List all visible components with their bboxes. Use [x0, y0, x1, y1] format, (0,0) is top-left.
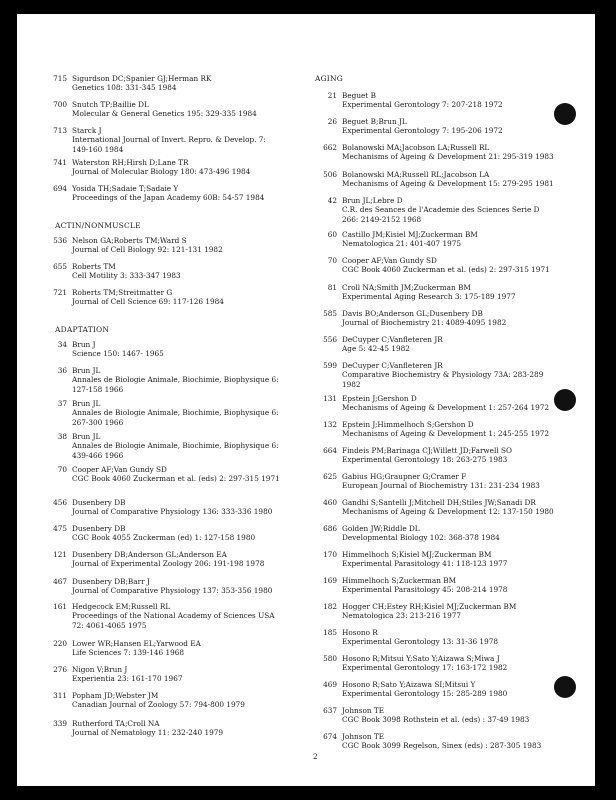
- reference-entry: [295, 550, 507, 569]
- reference-entry: [25, 465, 280, 484]
- punch-hole: [554, 389, 576, 411]
- reference-text: [342, 498, 554, 517]
- reference-citation: Nematologica 23: 213-216 1977: [342, 611, 462, 621]
- reference-text: [72, 288, 224, 307]
- reference-citation: Life Sciences 7: 139-146 1968: [72, 648, 185, 658]
- reference-citation: Mechanisms of Ageing & Development 1: 245-255 1972: [342, 429, 550, 439]
- reference-citation: European Journal of Biochemistry 131: 231-234 1983: [342, 481, 540, 491]
- reference-citation: International Journal of Invert. Repro. & Develop. 7:: [72, 135, 266, 145]
- reference-citation: Mechanisms of Ageing & Development 15: 279-295 1981: [342, 179, 554, 189]
- reference-number: 339: [53, 719, 67, 728]
- reference-number: 132: [323, 420, 337, 429]
- reference-citation: Journal of Molecular Biology 180: 473-496 1984: [72, 167, 251, 177]
- reference-number: 34: [57, 340, 67, 349]
- reference-authors: Brun JL: [72, 432, 101, 441]
- reference-entry: [25, 550, 264, 569]
- reference-citation: Canadian Journal of Zoology 57: 794-800 1979: [72, 700, 245, 710]
- reference-authors: Snutch TP;Baillie DL: [72, 100, 149, 109]
- reference-number: 311: [53, 691, 67, 700]
- reference-citation: Journal of Biochemistry 21: 4089-4095 1982: [342, 318, 507, 328]
- reference-entry: [295, 576, 507, 595]
- reference-citation: 266: 2149-2152 1968: [342, 214, 422, 224]
- reference-entry: [25, 498, 272, 517]
- reference-text: [342, 472, 540, 491]
- reference-entry: [25, 262, 181, 281]
- reference-citation: Annales de Biologie Animale, Biochimie, Biophysique 6:: [72, 408, 279, 418]
- reference-authors: Brun JL;Lebre D: [342, 196, 403, 205]
- reference-text: [342, 446, 512, 465]
- reference-number: 625: [323, 472, 337, 481]
- reference-text: [342, 680, 507, 699]
- reference-text: [342, 602, 516, 621]
- reference-authors: Hosono R;Sato Y;Aizawa SI;Mitsui Y: [342, 680, 476, 689]
- reference-entry: [25, 665, 182, 684]
- reference-authors: Johnson TE: [342, 706, 385, 715]
- reference-citation: 1982: [342, 379, 361, 389]
- reference-text: [342, 196, 540, 224]
- reference-entry: [25, 691, 245, 710]
- reference-text: [72, 665, 182, 684]
- reference-authors: Popham JD;Webster JM: [72, 691, 159, 700]
- reference-text: [72, 465, 280, 484]
- reference-entry: [295, 309, 506, 328]
- reference-number: 42: [327, 196, 337, 205]
- reference-authors: Dusenbery DB;Barr J: [72, 577, 150, 586]
- reference-text: [342, 283, 516, 302]
- reference-number: 536: [53, 236, 67, 245]
- reference-entry: [295, 335, 443, 354]
- reference-entry: [25, 639, 201, 658]
- reference-text: [72, 74, 211, 93]
- reference-text: [342, 550, 507, 569]
- reference-entry: [295, 602, 516, 621]
- reference-authors: Rutherford TA;Croll NA: [72, 719, 160, 728]
- reference-text: [72, 100, 257, 119]
- reference-number: 686: [323, 524, 337, 533]
- reference-authors: Epstein J;Gershon D: [342, 394, 417, 403]
- reference-citation: Experimental Gerontology 17: 163-172 1982: [342, 663, 508, 673]
- reference-entry: [295, 498, 554, 517]
- reference-entry: [25, 524, 255, 543]
- reference-authors: Lower WR;Hansen EL;Yarwood EA: [72, 639, 201, 648]
- reference-number: 585: [323, 309, 337, 318]
- reference-number: 182: [323, 602, 337, 611]
- reference-citation: Annales de Biologie Animale, Biochimie, Biophysique 6:: [72, 375, 279, 385]
- reference-text: [342, 628, 498, 647]
- reference-entry: [25, 602, 275, 630]
- document-page: [17, 14, 595, 786]
- reference-number: 741: [53, 158, 67, 167]
- reference-text: [72, 639, 201, 658]
- reference-authors: Roberts TM;Streitmatter G: [72, 288, 173, 297]
- page-number: 2: [313, 752, 318, 761]
- reference-authors: Nigon V;Brun J: [72, 665, 128, 674]
- reference-entry: [295, 91, 503, 110]
- reference-text: [342, 654, 507, 673]
- reference-authors: Hosono R;Mitsui Y;Sato Y;Aizawa S;Miwa J: [342, 654, 500, 663]
- reference-number: 81: [327, 283, 337, 292]
- reference-citation: Cell Motility 3: 333-347 1983: [72, 271, 181, 281]
- reference-authors: Brun JL: [72, 366, 101, 375]
- reference-text: [72, 432, 279, 460]
- reference-entry: [295, 732, 541, 751]
- reference-authors: Gabius HG;Graupner G;Cramer F: [342, 472, 467, 481]
- reference-number: 721: [53, 288, 67, 297]
- reference-authors: Hogger CH;Estey RH;Kisiel MJ;Zuckerman BM: [342, 602, 517, 611]
- reference-entry: [25, 100, 257, 119]
- reference-citation: Molecular & General Genetics 195: 329-335 1984: [72, 109, 257, 119]
- reference-text: [342, 524, 500, 543]
- reference-number: 460: [323, 498, 337, 507]
- reference-entry: [295, 472, 540, 491]
- reference-entry: [25, 126, 266, 154]
- reference-citation: 149-160 1984: [72, 144, 124, 154]
- reference-text: [342, 256, 550, 275]
- reference-citation: Mechanisms of Ageing & Development 21: 295-319 1983: [342, 152, 554, 162]
- reference-number: 694: [53, 184, 67, 193]
- reference-number: 467: [53, 577, 67, 586]
- reference-entry: [295, 654, 507, 673]
- reference-entry: [295, 394, 549, 413]
- reference-citation: CGC Book 3098 Rothstein et al. (eds) : 37-49 1983: [342, 715, 530, 725]
- reference-authors: Roberts TM: [72, 262, 116, 271]
- reference-text: [72, 262, 181, 281]
- reference-text: [342, 361, 543, 389]
- reference-authors: Himmelhoch S;Zuckerman BM: [342, 576, 457, 585]
- reference-authors: Yosida TH;Sadaie T;Sadaie Y: [72, 184, 179, 193]
- reference-number: 637: [323, 706, 337, 715]
- reference-authors: Dusenbery DB: [72, 524, 126, 533]
- reference-number: 131: [323, 394, 337, 403]
- reference-number: 456: [53, 498, 67, 507]
- reference-citation: Experimental Gerontology 13: 31-36 1978: [342, 637, 499, 647]
- reference-authors: Beguet B;Brun JL: [342, 117, 407, 126]
- reference-authors: Castillo JM;Kisiel MJ;Zuckerman BM: [342, 230, 478, 239]
- reference-citation: Experimental Gerontology 15: 285-289 1980: [342, 689, 508, 699]
- reference-citation: Journal of Nematology 11: 232-240 1979: [72, 728, 224, 738]
- reference-authors: Davis BO;Anderson GL;Dusenbery DB: [342, 309, 483, 318]
- reference-text: [342, 420, 549, 439]
- reference-number: 655: [53, 262, 67, 271]
- reference-number: 169: [323, 576, 337, 585]
- reference-authors: Beguet B: [342, 91, 376, 100]
- reference-text: [72, 184, 264, 203]
- reference-text: [72, 366, 279, 394]
- reference-authors: Waterston RH;Hirsh D;Lane TR: [72, 158, 189, 167]
- reference-entry: [295, 361, 543, 389]
- reference-text: [72, 158, 250, 177]
- reference-number: 220: [53, 639, 67, 648]
- reference-text: [342, 706, 529, 725]
- reference-number: 599: [323, 361, 337, 370]
- reference-number: 506: [323, 170, 337, 179]
- reference-text: [72, 602, 275, 630]
- reference-citation: Experientia 23: 161-170 1967: [72, 674, 183, 684]
- reference-number: 715: [53, 74, 67, 83]
- punch-hole: [554, 103, 576, 125]
- reference-authors: Dusenbery DB: [72, 498, 126, 507]
- reference-citation: Journal of Comparative Physiology 137: 353-356 1980: [72, 586, 273, 596]
- reference-number: 121: [53, 550, 67, 559]
- reference-text: [342, 91, 503, 110]
- reference-number: 713: [53, 126, 67, 135]
- reference-number: 60: [327, 230, 337, 239]
- reference-text: [342, 170, 554, 189]
- reference-authors: Himmelhoch S;Kisiel MJ;Zuckerman BM: [342, 550, 492, 559]
- reference-authors: Dusenbery DB;Anderson GL;Anderson EA: [72, 550, 227, 559]
- reference-citation: 267-300 1966: [72, 417, 124, 427]
- reference-authors: Bolanowski MA;Jacobson LA;Russell RL: [342, 143, 490, 152]
- reference-citation: 127-158 1966: [72, 384, 124, 394]
- reference-authors: Gandhi S;Santelli J;Mitchell DH;Stiles JW;Sanadi DR: [342, 498, 536, 507]
- reference-citation: Journal of Comparative Physiology 136: 333-336 1980: [72, 507, 273, 517]
- reference-entry: [25, 340, 164, 359]
- reference-number: 70: [57, 465, 67, 474]
- reference-text: [72, 550, 264, 569]
- reference-authors: Cooper AF;Van Gundy SD: [342, 256, 437, 265]
- reference-authors: Johnson TE: [342, 732, 385, 741]
- reference-entry: [295, 256, 550, 275]
- reference-authors: Croll NA;Smith JM;Zuckerman BM: [342, 283, 471, 292]
- reference-text: [72, 524, 255, 543]
- reference-number: 276: [53, 665, 67, 674]
- reference-citation: Mechanisms of Ageing & Development 1: 257-264 1972: [342, 403, 550, 413]
- reference-text: [72, 399, 279, 427]
- reference-number: 26: [327, 117, 337, 126]
- reference-entry: [25, 399, 279, 427]
- reference-authors: Nelson GA;Roberts TM;Ward S: [72, 236, 187, 245]
- reference-entry: [25, 184, 264, 203]
- reference-citation: Journal of Cell Science 69: 117-126 1984: [72, 297, 224, 307]
- reference-citation: Comparative Biochemistry & Physiology 73A: 283-289: [342, 370, 544, 380]
- reference-text: [72, 340, 164, 359]
- reference-entry: [295, 196, 540, 224]
- reference-entry: [25, 236, 223, 255]
- reference-citation: 439-466 1966: [72, 450, 124, 460]
- reference-citation: 72: 4061-4065 1975: [72, 620, 147, 630]
- reference-authors: Hedgecock EM;Russell RL: [72, 602, 171, 611]
- reference-citation: Proceedings of the National Academy of Sciences USA: [72, 611, 275, 621]
- reference-authors: Brun JL: [72, 399, 101, 408]
- reference-entry: [295, 680, 507, 699]
- reference-number: 469: [323, 680, 337, 689]
- reference-authors: DeCuyper C;Vanfleteren JR: [342, 335, 443, 344]
- reference-citation: Experimental Gerontology 18: 263-275 1983: [342, 455, 508, 465]
- reference-citation: Proceedings of the Japan Academy 60B: 54-57 1984: [72, 193, 265, 203]
- reference-number: 674: [323, 732, 337, 741]
- reference-authors: Cooper AF;Van Gundy SD: [72, 465, 167, 474]
- section-title: AGING: [315, 74, 343, 83]
- reference-citation: Age 5: 42-45 1982: [342, 344, 410, 354]
- reference-text: [342, 117, 503, 136]
- reference-entry: [295, 524, 500, 543]
- reference-entry: [25, 288, 224, 307]
- reference-text: [72, 691, 245, 710]
- reference-authors: Bolanowski MA;Russell RL;Jacobson LA: [342, 170, 490, 179]
- reference-entry: [295, 283, 516, 302]
- section-title: ADAPTATION: [55, 325, 110, 334]
- reference-entry: [295, 706, 529, 725]
- reference-citation: Experimental Aging Research 3: 175-189 1977: [342, 292, 516, 302]
- reference-text: [342, 576, 507, 595]
- reference-authors: Brun J: [72, 340, 96, 349]
- reference-authors: Hosono R: [342, 628, 378, 637]
- reference-authors: Golden JW;Riddle DL: [342, 524, 420, 533]
- reference-number: 36: [57, 366, 67, 375]
- reference-entry: [25, 74, 211, 93]
- reference-number: 70: [327, 256, 337, 265]
- reference-citation: CGC Book 4060 Zuckerman et al. (eds) 2: 297-315 1971: [342, 265, 550, 275]
- reference-entry: [295, 143, 554, 162]
- reference-entry: [295, 420, 549, 439]
- reference-text: [342, 230, 478, 249]
- reference-citation: Genetics 108: 331-345 1984: [72, 83, 177, 93]
- reference-number: 185: [323, 628, 337, 637]
- reference-entry: [295, 170, 554, 189]
- reference-entry: [295, 446, 512, 465]
- reference-text: [342, 309, 506, 328]
- reference-number: 662: [323, 143, 337, 152]
- reference-citation: Developmental Biology 102: 368-378 1984: [342, 533, 500, 543]
- reference-text: [72, 236, 223, 255]
- reference-number: 38: [57, 432, 67, 441]
- reference-entry: [295, 117, 503, 136]
- reference-text: [72, 126, 266, 154]
- reference-number: 700: [53, 100, 67, 109]
- reference-text: [342, 143, 554, 162]
- reference-authors: Epstein J;Himmelhoch S;Gershon D: [342, 420, 474, 429]
- reference-text: [72, 577, 272, 596]
- section-title: ACTIN/NONMUSCLE: [55, 221, 141, 230]
- reference-citation: Annales de Biologie Animale, Biochimie, Biophysique 6:: [72, 441, 279, 451]
- reference-number: 580: [323, 654, 337, 663]
- reference-entry: [25, 366, 279, 394]
- reference-number: 664: [323, 446, 337, 455]
- reference-citation: CGC Book 4060 Zuckerman et al. (eds) 2: 297-315 1971: [72, 474, 280, 484]
- reference-authors: Findeis PM;Barinaga CJ;Willett JD;Farwell SO: [342, 446, 512, 455]
- reference-text: [342, 394, 549, 413]
- reference-number: 475: [53, 524, 67, 533]
- reference-citation: Experimental Parasitology 45: 208-214 1978: [342, 585, 508, 595]
- reference-authors: Sigurdson DC;Spanier GJ;Herman RK: [72, 74, 212, 83]
- reference-entry: [25, 158, 250, 177]
- reference-text: [72, 719, 223, 738]
- reference-text: [342, 732, 541, 751]
- reference-entry: [295, 230, 478, 249]
- reference-citation: Science 150: 1467- 1965: [72, 349, 164, 359]
- reference-entry: [25, 432, 279, 460]
- reference-number: 37: [57, 399, 67, 408]
- reference-citation: CGC Book 4055 Zuckerman (ed) 1: 127-158 1980: [72, 533, 256, 543]
- reference-citation: Experimental Parasitology 41: 118-123 1977: [342, 559, 508, 569]
- reference-number: 170: [323, 550, 337, 559]
- reference-entry: [25, 719, 223, 738]
- reference-citation: Mechanisms of Ageing & Development 12: 137-150 1980: [342, 507, 554, 517]
- reference-entry: [25, 577, 272, 596]
- reference-entry: [295, 628, 498, 647]
- reference-citation: CGC Book 3099 Regelson, Sinex (eds) : 287-305 1983: [342, 741, 542, 751]
- reference-text: [342, 335, 443, 354]
- reference-citation: Experimental Gerontology 7: 207-218 1972: [342, 100, 503, 110]
- reference-citation: Journal of Experimental Zoology 206: 191-198 1978: [72, 559, 265, 569]
- reference-number: 556: [323, 335, 337, 344]
- reference-number: 161: [53, 602, 67, 611]
- reference-text: [72, 498, 272, 517]
- reference-number: 21: [327, 91, 337, 100]
- reference-authors: DeCuyper C;Vanfleteren JR: [342, 361, 443, 370]
- reference-citation: Nematologica 21: 401-407 1975: [342, 239, 462, 249]
- reference-citation: Experimental Gerontology 7: 195-206 1972: [342, 126, 503, 136]
- reference-citation: Journal of Cell Biology 92: 121-131 1982: [72, 245, 223, 255]
- reference-citation: C.R. des Seances de l'Academie des Sciences Serie D: [342, 205, 540, 215]
- reference-authors: Starck J: [72, 126, 102, 135]
- punch-hole: [554, 676, 576, 698]
